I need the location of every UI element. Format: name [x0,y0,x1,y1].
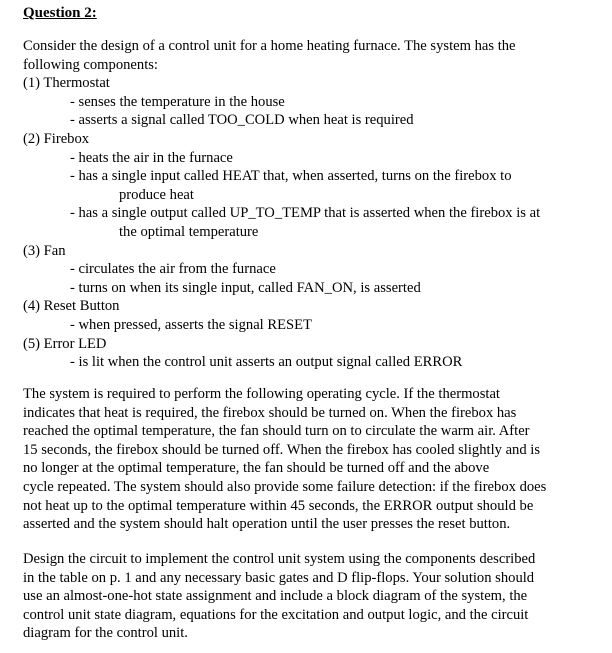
paragraph-line: control unit state diagram, equations for the excitation and output logic, and the circuit [23,606,529,623]
paragraph-line: indicates that heat is required, the firebox should be turned on. When the firebox has [23,404,517,421]
component-detail: - heats the air in the furnace [70,149,233,166]
component-detail-continued: the optimal temperature [119,223,259,240]
paragraph-line: asserted and the system should halt operation until the user presses the reset button. [23,516,511,533]
component-title-fan: (3) Fan [23,242,66,259]
component-detail: - circulates the air from the furnace [70,261,276,278]
paragraph-line: use an almost-one-hot state assignment and include a block diagram of the system, the [23,588,528,605]
component-title-firebox: (2) Firebox [23,130,90,147]
component-title-error-led: (5) Error LED [23,335,107,352]
component-detail: - turns on when its single input, called FAN_ON, is asserted [70,279,421,296]
component-detail: - has a single output called UP_TO_TEMP that is asserted when the firebox is at [70,205,541,222]
paragraph-line: Design the circuit to implement the control unit system using the components described [23,551,536,567]
paragraph-line: not heat up to the optimal temperature within 45 seconds, the ERROR output should be [23,497,534,514]
operating-cycle-paragraph [23,385,598,534]
component-title-thermostat: (1) Thermostat [23,75,110,92]
intro-line: Consider the design of a control unit for a home heating furnace. The system has the [23,38,516,54]
component-detail-continued: produce heat [119,186,194,203]
paragraph-line: The system is required to perform the following operating cycle. If the thermostat [23,386,500,402]
paragraph-line: reached the optimal temperature, the fan should turn on to circulate the warm air. After [23,423,530,440]
paragraph-line: cycle repeated. The system should also provide some failure detection: if the firebox does [23,478,547,495]
paragraph-line: 15 seconds, the firebox should be turned off. When the firebox has cooled slightly and is [23,441,541,458]
component-detail: - has a single input called HEAT that, when asserted, turns on the firebox to [70,168,512,185]
component-detail: - is lit when the control unit asserts an output signal called ERROR [70,354,463,371]
component-title-reset-button: (4) Reset Button [23,298,120,315]
paragraph-line: diagram for the control unit. [23,625,188,642]
component-detail: - asserts a signal called TOO_COLD when heat is required [70,112,414,129]
question-heading: Question 2: [23,5,97,21]
question-body [23,37,598,372]
design-instructions-paragraph [23,550,598,643]
paragraph-line: in the table on p. 1 and any necessary basic gates and D flip-flops. Your solution should [23,569,535,586]
paragraph-line: no longer at the optimal temperature, the fan should be turned off and the above [23,460,490,477]
component-detail: - senses the temperature in the house [70,93,285,110]
intro-line: following components: [23,56,158,73]
component-detail: - when pressed, asserts the signal RESET [70,316,312,333]
